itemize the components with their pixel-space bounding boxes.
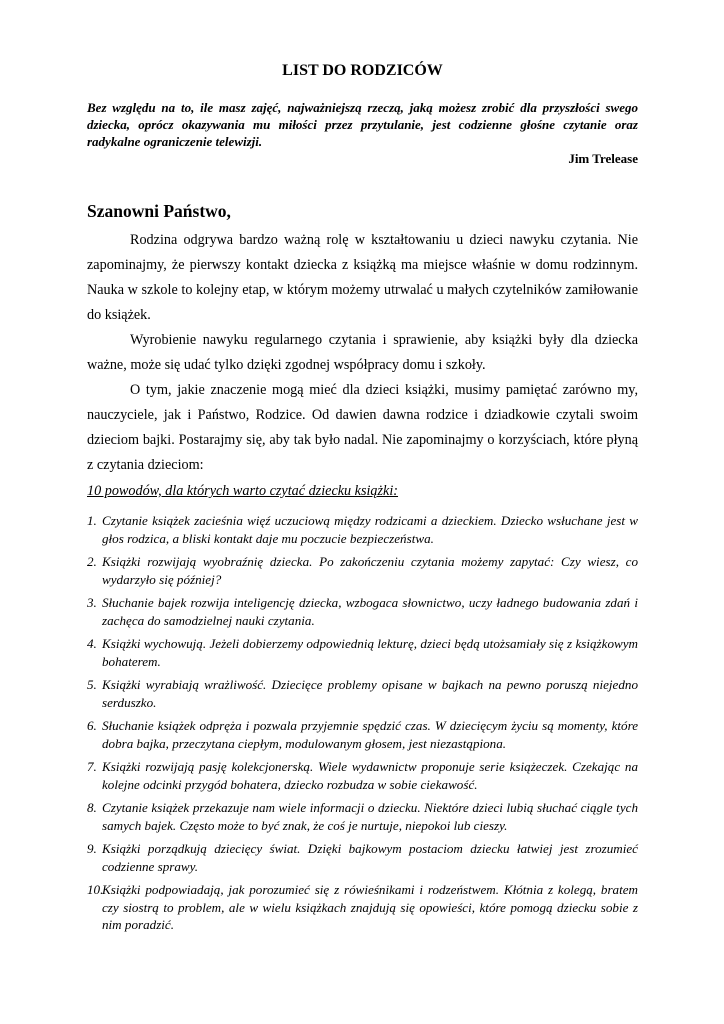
list-item xyxy=(87,553,638,588)
list-item-number: 1. xyxy=(87,513,97,528)
paragraph: Rodzina odgrywa bardzo ważną rolę w kształtowaniu u dzieci nawyku czytania. Nie zapominajmy, że pierwszy kontakt dziecka z książką ma miejsce właśnie w domu rodzinnym. Nauka w szkole to kolejny etap, w którym możemy utrwalać u małych czytelników zamiłowanie do książek. xyxy=(87,232,638,323)
list-item-text: Słuchanie książek odpręża i pozwala przyjemnie spędzić czas. W dziecięcym życiu są momenty, które dobra bajka, przeczytana ciepłym, modulowanym głosem, jest niezastąpiona. xyxy=(102,718,638,751)
list-item-text: Książki podpowiadają, jak porozumieć się z rówieśnikami i rodzeństwem. Kłótnia z kolegą, bratem czy siostrą to problem, ale w wielu książkach znajdują się opowieści, które pomogą dziecku sobie z nim poradzić. xyxy=(102,882,638,932)
motto-quote: Bez względu na to, ile masz zajęć, najważniejszą rzeczą, jaką możesz zrobić dla przyszłości swego dziecka, oprócz okazywania mu miłości przez przytulanie, jest codzienne głośne czytanie oraz radykalne ograniczenie telewizji. xyxy=(87,100,638,149)
list-item-text: Książki wychowują. Jeżeli dobierzemy odpowiednią lekturę, dzieci będą utożsamiały się z książkowym bohaterem. xyxy=(102,636,638,669)
list-item xyxy=(87,512,638,547)
list-item xyxy=(87,881,638,934)
list-item-text: Książki rozwijają wyobraźnię dziecka. Po zakończeniu czytania możemy zapytać: Czy wiesz, co wydarzyło się później? xyxy=(102,554,638,587)
list-item xyxy=(87,676,638,711)
list-item xyxy=(87,758,638,793)
list-item-number: 5. xyxy=(87,677,97,692)
list-item xyxy=(87,594,638,629)
list-item xyxy=(87,717,638,752)
list-item xyxy=(87,840,638,875)
list-item-number: 6. xyxy=(87,718,97,733)
list-item-number: 7. xyxy=(87,759,97,774)
paragraph: O tym, jakie znaczenie mogą mieć dla dzieci książki, musimy pamiętać zarówno my, nauczyciele, jak i Państwo, Rodzice. Od dawien dawna rodzice i dziadkowie czytali swoim dzieciom bajki. Postarajmy się, aby tak było nadal. Nie zapominajmy o korzyściach, które płyną z czytania dzieciom: xyxy=(87,382,638,473)
list-item xyxy=(87,799,638,834)
list-item-number: 8. xyxy=(87,800,97,815)
list-item-text: Słuchanie bajek rozwija inteligencję dziecka, wzbogaca słownictwo, uczy ładnego budowania zdań i zachęca do samodzielnej nauki czytania. xyxy=(102,595,638,628)
list-item-text: Czytanie książek przekazuje nam wiele informacji o dziecku. Niektóre dzieci lubią słuchać ciągle tych samych bajek. Często może to być znak, że coś je nurtuje, niepokoi lub cieszy. xyxy=(102,800,638,833)
list-item xyxy=(87,635,638,670)
paragraph: Wyrobienie nawyku regularnego czytania i sprawienie, aby książki były dla dziecka ważne, może się udać tylko dzięki zgodnej współpracy domu i szkoły. xyxy=(87,332,638,373)
list-item-number: 4. xyxy=(87,636,97,651)
list-item-number: 2. xyxy=(87,554,97,569)
list-item-number: 9. xyxy=(87,841,97,856)
list-item-text: Czytanie książek zacieśnia więź uczuciową między rodzicami a dzieckiem. Dziecko wsłuchane jest w głos rodzica, a bliski kontakt daje mu poczucie bezpieczeństwa. xyxy=(102,513,638,546)
letter-body xyxy=(87,228,638,478)
list-item-number: 10. xyxy=(87,882,104,897)
salutation: Szanowni Państwo, xyxy=(87,201,231,221)
document-title: LIST DO RODZICÓW xyxy=(282,62,443,79)
list-item-text: Książki porządkują dziecięcy świat. Dzięki bajkowym postaciom dziecku łatwiej jest zrozumieć codzienne sprawy. xyxy=(102,841,638,874)
motto-author: Jim Trelease xyxy=(568,151,638,166)
reasons-list xyxy=(87,512,638,940)
list-item-text: Książki rozwijają pasję kolekcjonerską. Wiele wydawnictw proponuje serie książeczek. Czekając na kolejne odcinki przygód bohatera, dziecko rozbudza w sobie ciekawość. xyxy=(102,759,638,792)
list-item-text: Książki wyrabiają wrażliwość. Dziecięce problemy opisane w bajkach na pewno poruszą niejedno serduszko. xyxy=(102,677,638,710)
list-item-number: 3. xyxy=(87,595,97,610)
reasons-heading: 10 powodów, dla których warto czytać dziecku książki: xyxy=(87,483,399,499)
